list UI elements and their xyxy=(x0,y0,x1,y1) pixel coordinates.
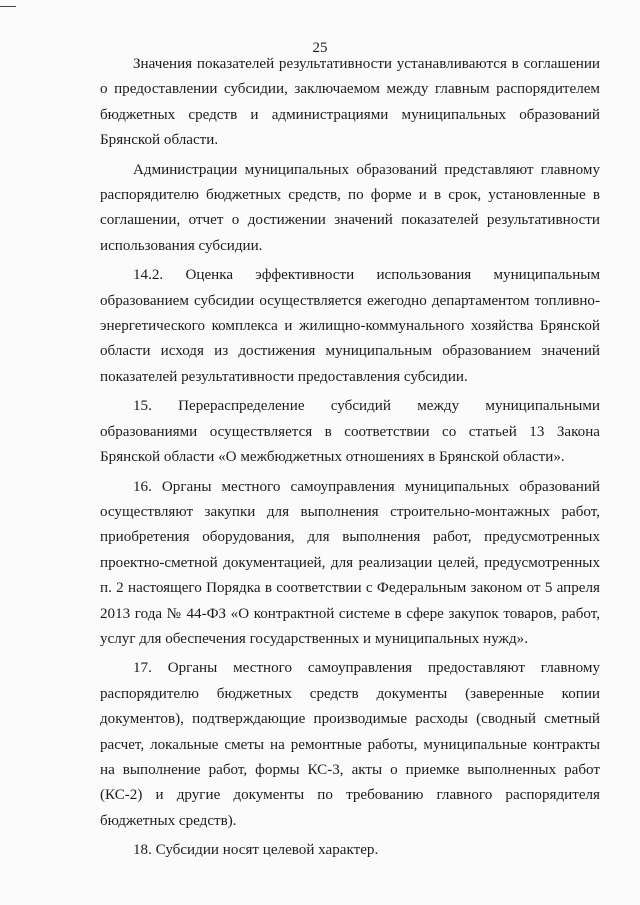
paragraph-15-redistribution: 15. Перераспределение субсидий между муниципальными образованиями осуществляется в соответствии со статьей 13 Закона Брянской области «О межбюджетных отношениях в Брянской области». xyxy=(100,398,600,466)
paragraph-18-targeted-purpose: 18. Субсидии носят целевой характер. xyxy=(133,842,379,859)
paragraph-report-submission: Администрации муниципальных образований представляют главному распорядителю бюджетных средств, по форме и в срок, установленные в соглашении, отчет о достижении значений показателей результативности использования субсидии. xyxy=(100,161,600,254)
paragraph-16-procurement: 16. Органы местного самоуправления муниципальных образований осуществляют закупки для выполнения строительно-монтажных работ, приобретения оборудования, для выполнения работ, предусмотренных проектно-сметной документацией, для реализации целей, предусмотренных п. 2 настоящего Порядка в соответствии с Федеральным законом от 5 апреля 2013 года № 44-ФЗ «О контрактной системе в сфере закупок товаров, работ, услуг для обеспечения государственных и муниципальных нужд». xyxy=(100,478,600,647)
paragraph-performance-indicators: Значения показателей результативности устанавливаются в соглашении о предоставлении субсидии, заключаемом между главным распорядителем бюджетных средств и администрациями муниципальных образований Брянской области. xyxy=(100,56,600,149)
paragraph-17-documents: 17. Органы местного самоуправления предоставляют главному распорядителю бюджетных средств документы (заверенные копии документов), подтверждающие производимые расходы (сводный сметный расчет, локальные сметы на ремонтные работы, муниципальные контракты на выполнение работ, формы КС-3, акты о приемке выполненных работ (КС-2) и другие документы по требованию главного распорядителя бюджетных средств). xyxy=(100,660,600,829)
page-number: 25 xyxy=(312,40,328,56)
paragraph-14-2-efficiency-assessment: 14.2. Оценка эффективности использования муниципальным образованием субсидии осуществляется ежегодно департаментом топливно-энергетического комплекса и жилищно-коммунального хозяйства Брянской области исходя из достижения муниципальным образованием значений показателей результативности предоставления субсидии. xyxy=(100,267,600,385)
document-body xyxy=(100,52,600,868)
scan-corner-mark xyxy=(0,6,16,7)
